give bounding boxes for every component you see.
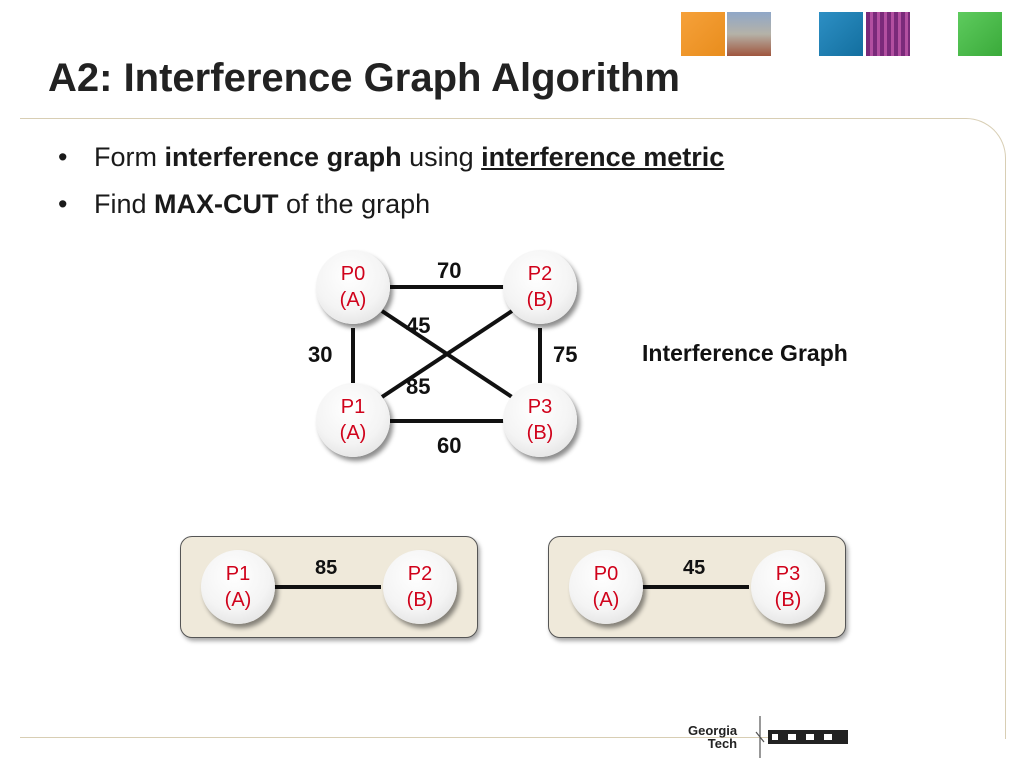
bullet-2-text: Find MAX-CUT of the graph [94,189,431,219]
slide-title: A2: Interference Graph Algorithm [48,56,680,100]
cut-2-weight: 45 [683,557,706,579]
bold-term: interference graph [164,142,402,172]
cut-box-1 [180,536,478,638]
graph-node-p2: P2 (B) [503,250,577,324]
mars-logo-icon [740,712,860,762]
cut-1-weight: 85 [315,557,338,579]
cut-2-node-left: P0 (A) [569,550,643,624]
cut-1-node-left: P1 (A) [201,550,275,624]
georgia-tech-wordmark: Georgia Tech [688,723,738,751]
graph-node-p1: P1 (A) [316,383,390,457]
edge-weight-p0-p2: 70 [437,258,462,283]
bold-term: MAX-CUT [154,189,279,219]
cut-2-node-right: P3 (B) [751,550,825,624]
bullet-dot-icon: • [58,142,68,172]
edge-weight-p1-p3: 60 [437,433,462,458]
edge-weight-p0-p1: 30 [308,342,333,367]
cut-box-2 [548,536,846,638]
bullet-dot-icon: • [58,189,68,219]
graph-node-p3: P3 (B) [503,383,577,457]
graph-node-p0: P0 (A) [316,250,390,324]
edge-weight-p2-p3: 75 [553,342,578,367]
edge-weight-p1-p2: 85 [406,374,431,399]
bullet-1-text: Form interference graph using interference metric [94,142,725,172]
graph-label: Interference Graph [642,340,848,366]
georgia-tech-mars-logo [676,712,856,762]
underlined-term: interference metric [481,142,725,172]
cut-1-node-right: P2 (B) [383,550,457,624]
edge-weight-p0-p3: 45 [406,313,431,338]
